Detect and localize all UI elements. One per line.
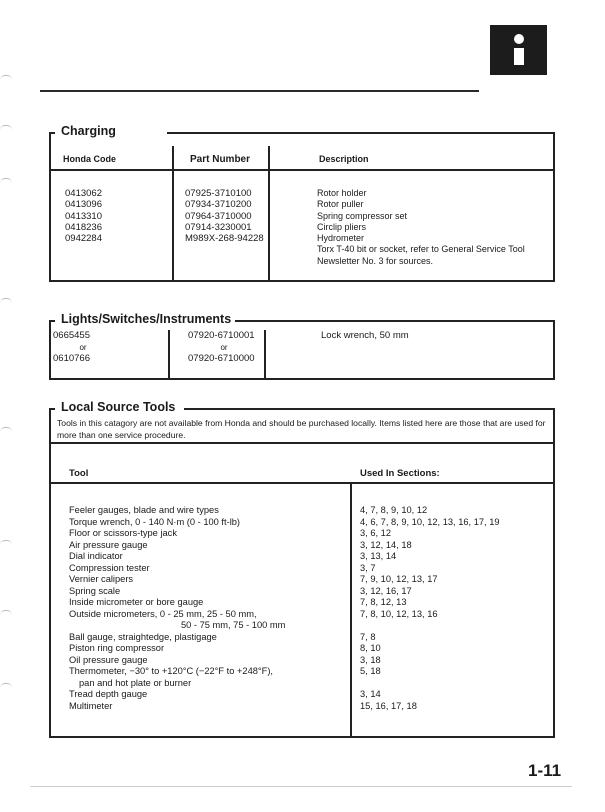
description: Rotor puller: [317, 199, 364, 210]
used-in-sections: 4, 6, 7, 8, 9, 10, 12, 13, 16, 17, 19: [360, 517, 500, 527]
frame-line: [184, 408, 555, 410]
tool-name: pan and hot plate or burner: [79, 678, 192, 688]
part-number: 07914-3230001: [185, 221, 252, 233]
section-title: Lights/Switches/Instruments: [61, 310, 235, 328]
tool-name: Compression tester: [69, 563, 150, 573]
used-in-sections: 3, 12, 14, 18: [360, 540, 412, 550]
description: Circlip pliers: [317, 221, 367, 232]
binding-mark: [0, 178, 12, 183]
tool-name: Vernier calipers: [69, 574, 134, 584]
used-in-sections: 3, 12, 16, 17: [360, 586, 412, 596]
used-in-sections: 3, 18: [360, 655, 381, 665]
description: Rotor holder: [317, 188, 367, 198]
header-divider: [51, 169, 553, 171]
binding-mark: [0, 683, 12, 688]
used-in-sections: 3, 13, 14: [360, 551, 397, 561]
description-list: [317, 188, 525, 267]
used-in-sections: 3, 7: [360, 563, 376, 573]
binding-mark: [0, 298, 12, 303]
column-header-used-in-sections: Used In Sections:: [360, 468, 440, 479]
page-number: 1-11: [528, 761, 562, 780]
tool-name: Thermometer, −30° to +120°C (−22°F to +248°F),: [69, 666, 274, 676]
info-icon-dot: [514, 34, 524, 44]
tool-name: Ball gauge, straightedge, plastigage: [69, 632, 217, 642]
column-header-tool: Tool: [69, 468, 89, 479]
tool-name: Inside micrometer or bore gauge: [69, 597, 204, 607]
description: Spring compressor set: [317, 210, 408, 221]
part-number: 07934-3710200: [185, 199, 252, 211]
used-in-sections: 7, 9, 10, 12, 13, 17: [360, 574, 438, 584]
part-number: 07920-6710000: [188, 353, 255, 364]
footer-rule: [30, 786, 572, 787]
part-number: 07964-3710000: [185, 210, 252, 222]
tool-name: Oil pressure gauge: [69, 655, 148, 665]
honda-code: 0942284: [65, 233, 102, 245]
tool-name: Piston ring compressor: [69, 643, 165, 653]
honda-code: 0413062: [65, 188, 102, 199]
tool-name: 50 - 75 mm, 75 - 100 mm: [181, 620, 286, 630]
header-divider: [51, 482, 553, 484]
frame-corner: [49, 132, 51, 140]
tool-name: Floor or scissors-type jack: [69, 528, 177, 538]
frame-corner: [49, 408, 51, 416]
description-note: Torx T-40 bit or socket, refer to General Service Tool: [317, 244, 525, 255]
part-number: 07920-6710001: [188, 330, 255, 341]
used-in-sections: 4, 7, 8, 9, 10, 12: [360, 505, 428, 515]
charging-section: [49, 124, 555, 282]
tool-name: Torque wrench, 0 - 140 N·m (0 - 100 ft-lb): [69, 517, 241, 527]
info-icon-stem: [514, 48, 524, 65]
column-divider: [168, 330, 170, 378]
tool-name: Dial indicator: [69, 551, 123, 561]
tool-name: Outside micrometers, 0 - 25 mm, 25 - 50 mm,: [69, 609, 257, 619]
column-divider: [172, 146, 174, 280]
used-in-sections: 3, 14: [360, 689, 381, 699]
info-icon: [490, 25, 547, 75]
description-note: Newsletter No. 3 for sources.: [317, 255, 434, 266]
tool-name: Tread depth gauge: [69, 689, 148, 699]
part-number: M989X-268-94228: [185, 233, 264, 245]
section-title: Charging: [61, 122, 120, 140]
or-label: or: [220, 342, 228, 352]
honda-code: 0413096: [65, 199, 102, 211]
used-in-sections: 7, 8: [360, 632, 376, 642]
binding-mark: [0, 427, 12, 432]
description: Hydrometer: [317, 233, 365, 244]
part-number-cell: [188, 330, 260, 365]
column-header-part-number: Part Number: [190, 154, 251, 165]
tool-name: Multimeter: [69, 701, 113, 711]
honda-code-list: [65, 188, 102, 244]
used-in-sections: 3, 6, 12: [360, 528, 392, 538]
note-divider: [51, 442, 553, 444]
used-in-sections: 15, 16, 17, 18: [360, 701, 417, 711]
column-header-honda-code: Honda Code: [63, 154, 116, 164]
section-title: Local Source Tools: [61, 398, 179, 416]
part-number-list: [185, 188, 264, 244]
or-label: or: [79, 342, 87, 352]
honda-code-cell: [53, 330, 113, 365]
part-number: 07925-3710100: [185, 188, 252, 199]
honda-code: 0610766: [53, 353, 90, 364]
honda-code: 0418236: [65, 221, 102, 233]
used-in-sections: 5, 18: [360, 666, 381, 676]
tool-name: Air pressure gauge: [69, 540, 148, 550]
column-header-description: Description: [319, 154, 369, 164]
description: Lock wrench, 50 mm: [321, 330, 409, 341]
column-divider: [268, 146, 270, 280]
frame-corner: [49, 320, 51, 328]
binding-mark: [0, 610, 12, 615]
header-rule: [40, 90, 479, 92]
section-note: Tools in this catagory are not available from Honda and should be purchased locally. Items listed here are those that are used for more than one service procedure.: [57, 418, 546, 440]
column-divider: [264, 330, 266, 378]
binding-mark: [0, 125, 12, 130]
lights-switches-instruments-section: [49, 312, 555, 380]
frame-line: [167, 132, 555, 134]
used-in-sections: 7, 8, 12, 13: [360, 597, 407, 607]
used-in-sections: 8, 10: [360, 643, 381, 653]
tool-name: Feeler gauges, blade and wire types: [69, 505, 219, 515]
honda-code: 0665455: [53, 330, 90, 341]
frame-line: [235, 320, 555, 322]
local-source-tools-section: [49, 400, 555, 738]
binding-mark: [0, 75, 12, 80]
column-divider: [350, 482, 352, 736]
honda-code: 0413310: [65, 210, 102, 222]
binding-mark: [0, 540, 12, 545]
used-in-sections: 7, 8, 10, 12, 13, 16: [360, 609, 438, 619]
tool-name: Spring scale: [69, 586, 121, 596]
